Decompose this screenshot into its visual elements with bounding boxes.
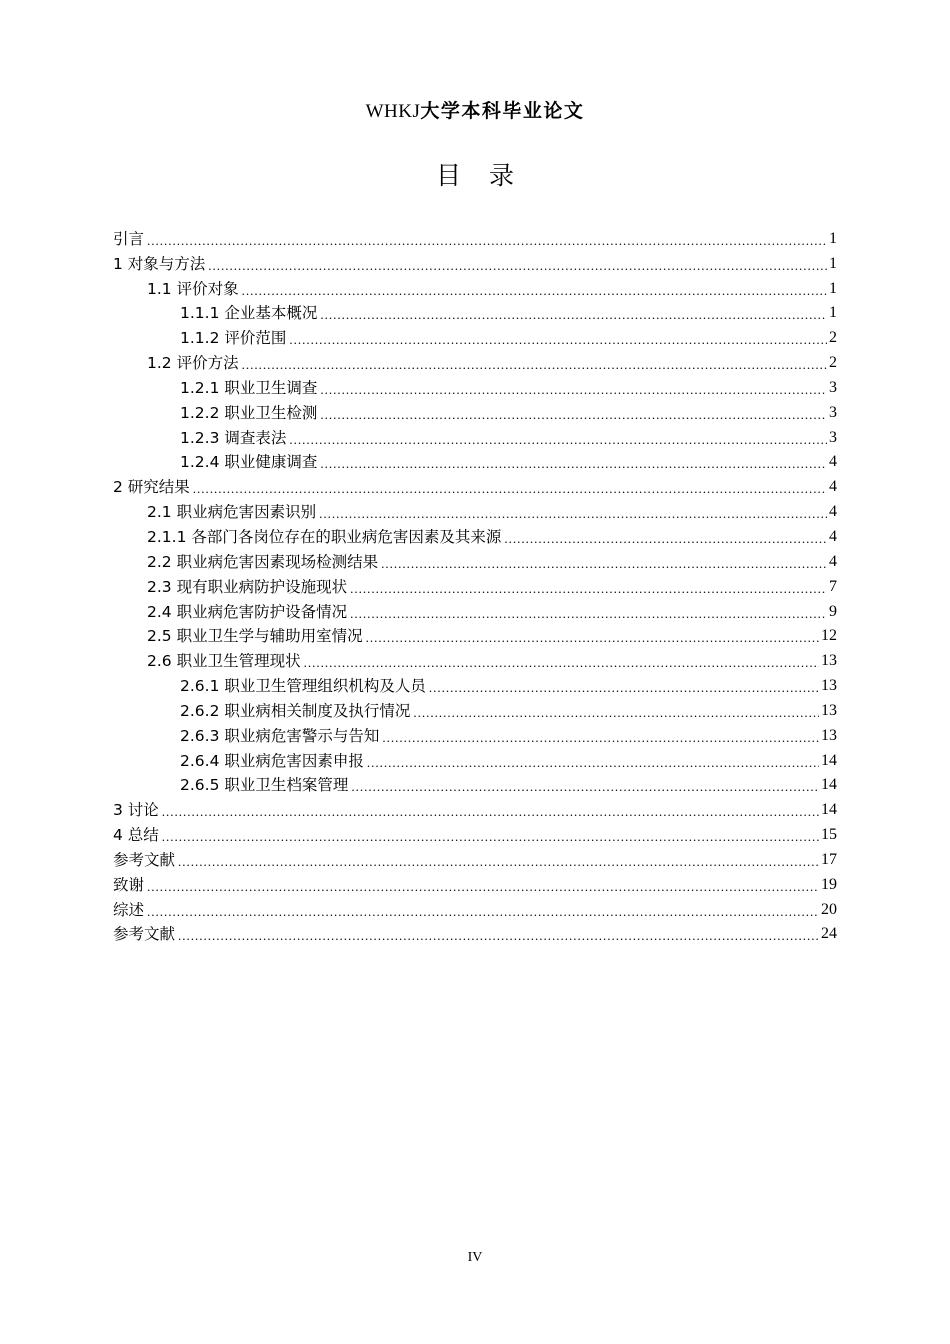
toc-dot-leader [208,258,827,274]
toc-entry[interactable] [113,373,837,398]
toc-entry-title: 1 对象与方法 [113,254,206,273]
toc-entry-page: 1 [829,254,837,272]
toc-entry-page: 19 [821,875,837,893]
toc-dot-leader [162,804,819,820]
toc-entry[interactable] [113,771,837,796]
toc-dot-leader [147,879,819,895]
toc-entry-title: 2.6.5 职业卫生档案管理 [180,776,349,795]
toc-entry-page: 15 [821,826,837,844]
toc-dot-leader [382,730,819,746]
toc-dot-leader [367,755,819,771]
toc-entry[interactable] [113,398,837,423]
toc-entry-title: 2.1.1 各部门各岗位存在的职业病危害因素及其来源 [147,527,502,546]
toc-entry[interactable] [113,423,837,448]
toc-entry-title: 2.6.4 职业病危害因素申报 [180,751,364,770]
toc-dot-leader [147,904,819,920]
toc-entry-title: 1.2.2 职业卫生检测 [180,403,318,422]
toc-entry-page: 20 [821,900,837,918]
toc-entry[interactable] [113,820,837,845]
toc-entry-title: 2.4 职业病危害防护设备情况 [147,602,348,621]
toc-entry-page: 3 [829,428,837,446]
toc-entry-title: 2.6.1 职业卫生管理组织机构及人员 [180,677,426,696]
toc-entry[interactable] [113,795,837,820]
toc-entry[interactable] [113,597,837,622]
toc-entry-page: 13 [821,677,837,695]
toc-entry-title: 2.1 职业病危害因素识别 [147,503,317,522]
toc-entry[interactable] [113,547,837,572]
toc-dot-leader [178,854,819,870]
toc-entry-page: 13 [821,701,837,719]
toc-entry[interactable] [113,696,837,721]
toc-entry-title: 3 讨论 [113,801,159,820]
toc-entry-title: 1.1.1 企业基本概况 [180,304,318,323]
toc-entry-title: 参考文献 [113,925,176,944]
toc-entry[interactable] [113,572,837,597]
toc-dot-leader [320,456,827,472]
page-title: 目录 [435,161,542,190]
running-header [0,96,950,123]
toc-dot-leader [289,332,827,348]
toc-entry[interactable] [113,920,837,945]
toc-entry[interactable] [113,746,837,771]
toc-dot-leader [242,283,827,299]
toc-entry[interactable] [113,895,837,920]
toc-entry[interactable] [113,323,837,348]
toc-entry-page: 7 [829,577,837,595]
toc-entry[interactable] [113,472,837,497]
toc-dot-leader [350,581,827,597]
toc-entry-page: 4 [829,552,837,570]
header-school-code: WHKJ [365,101,421,122]
toc-dot-leader [319,506,827,522]
toc-dot-leader [350,606,827,622]
toc-entry-title: 2.5 职业卫生学与辅助用室情况 [147,627,363,646]
header-thesis-label: 大学本科毕业论文 [420,100,585,122]
toc-entry-title: 1.2.1 职业卫生调查 [180,378,318,397]
toc-entry-page: 13 [821,652,837,670]
toc-entry-page: 2 [829,329,837,347]
toc-entry[interactable] [113,522,837,547]
toc-entry[interactable] [113,721,837,746]
toc-entry-page: 3 [829,403,837,421]
toc-entry-title: 综述 [113,900,145,919]
toc-dot-leader [242,357,827,373]
toc-entry-page: 4 [829,503,837,521]
toc-entry-page: 3 [829,378,837,396]
toc-entry-title: 2 研究结果 [113,478,190,497]
toc-entry[interactable] [113,224,837,249]
toc-entry[interactable] [113,870,837,895]
toc-entry[interactable] [113,448,837,473]
toc-entry[interactable] [113,348,837,373]
table-of-contents [113,224,837,944]
toc-dot-leader [429,680,819,696]
toc-dot-leader [178,928,819,944]
toc-entry[interactable] [113,249,837,274]
toc-entry-title: 2.2 职业病危害因素现场检测结果 [147,552,379,571]
toc-entry-title: 引言 [113,229,145,248]
toc-entry-page: 14 [821,801,837,819]
toc-dot-leader [320,382,827,398]
toc-entry-title: 2.6.3 职业病危害警示与告知 [180,726,380,745]
toc-entry-title: 4 总结 [113,826,159,845]
toc-entry[interactable] [113,299,837,324]
toc-entry-page: 1 [829,229,837,247]
toc-entry[interactable] [113,845,837,870]
toc-entry-page: 1 [829,279,837,297]
toc-dot-leader [289,432,827,448]
toc-entry-title: 1.1 评价对象 [147,279,239,298]
toc-dot-leader [504,531,827,547]
toc-entry[interactable] [113,274,837,299]
toc-entry-page: 17 [821,850,837,868]
toc-entry-page: 2 [829,354,837,372]
toc-entry-page: 12 [821,627,837,645]
toc-entry-page: 24 [821,925,837,943]
toc-entry[interactable] [113,622,837,647]
toc-entry-title: 1.1.2 评价范围 [180,329,287,348]
toc-entry-title: 1.2.4 职业健康调查 [180,453,318,472]
toc-entry-page: 1 [829,304,837,322]
toc-dot-leader [147,233,827,249]
toc-entry-page: 4 [829,527,837,545]
page-number: IV [467,1250,483,1265]
toc-dot-leader [320,307,827,323]
toc-entry-title: 2.6 职业卫生管理现状 [147,652,301,671]
toc-entry[interactable] [113,646,837,671]
toc-dot-leader [162,829,819,845]
toc-entry-title: 1.2 评价方法 [147,354,239,373]
toc-dot-leader [381,556,827,572]
toc-entry-page: 9 [829,602,837,620]
toc-entry-title: 参考文献 [113,850,176,869]
toc-dot-leader [304,655,819,671]
toc-entry[interactable] [113,671,837,696]
toc-entry-page: 14 [821,751,837,769]
toc-entry-page: 13 [821,726,837,744]
toc-entry-title: 1.2.3 调查表法 [180,428,287,447]
toc-entry[interactable] [113,497,837,522]
toc-dot-leader [193,481,827,497]
toc-entry-title: 致谢 [113,875,145,894]
toc-dot-leader [351,779,819,795]
toc-entry-page: 4 [829,453,837,471]
toc-dot-leader [413,705,819,721]
toc-dot-leader [366,630,819,646]
toc-entry-title: 2.6.2 职业病相关制度及执行情况 [180,701,411,720]
toc-entry-page: 14 [821,776,837,794]
toc-entry-page: 4 [829,478,837,496]
toc-dot-leader [320,407,827,423]
toc-entry-title: 2.3 现有职业病防护设施现状 [147,577,348,596]
